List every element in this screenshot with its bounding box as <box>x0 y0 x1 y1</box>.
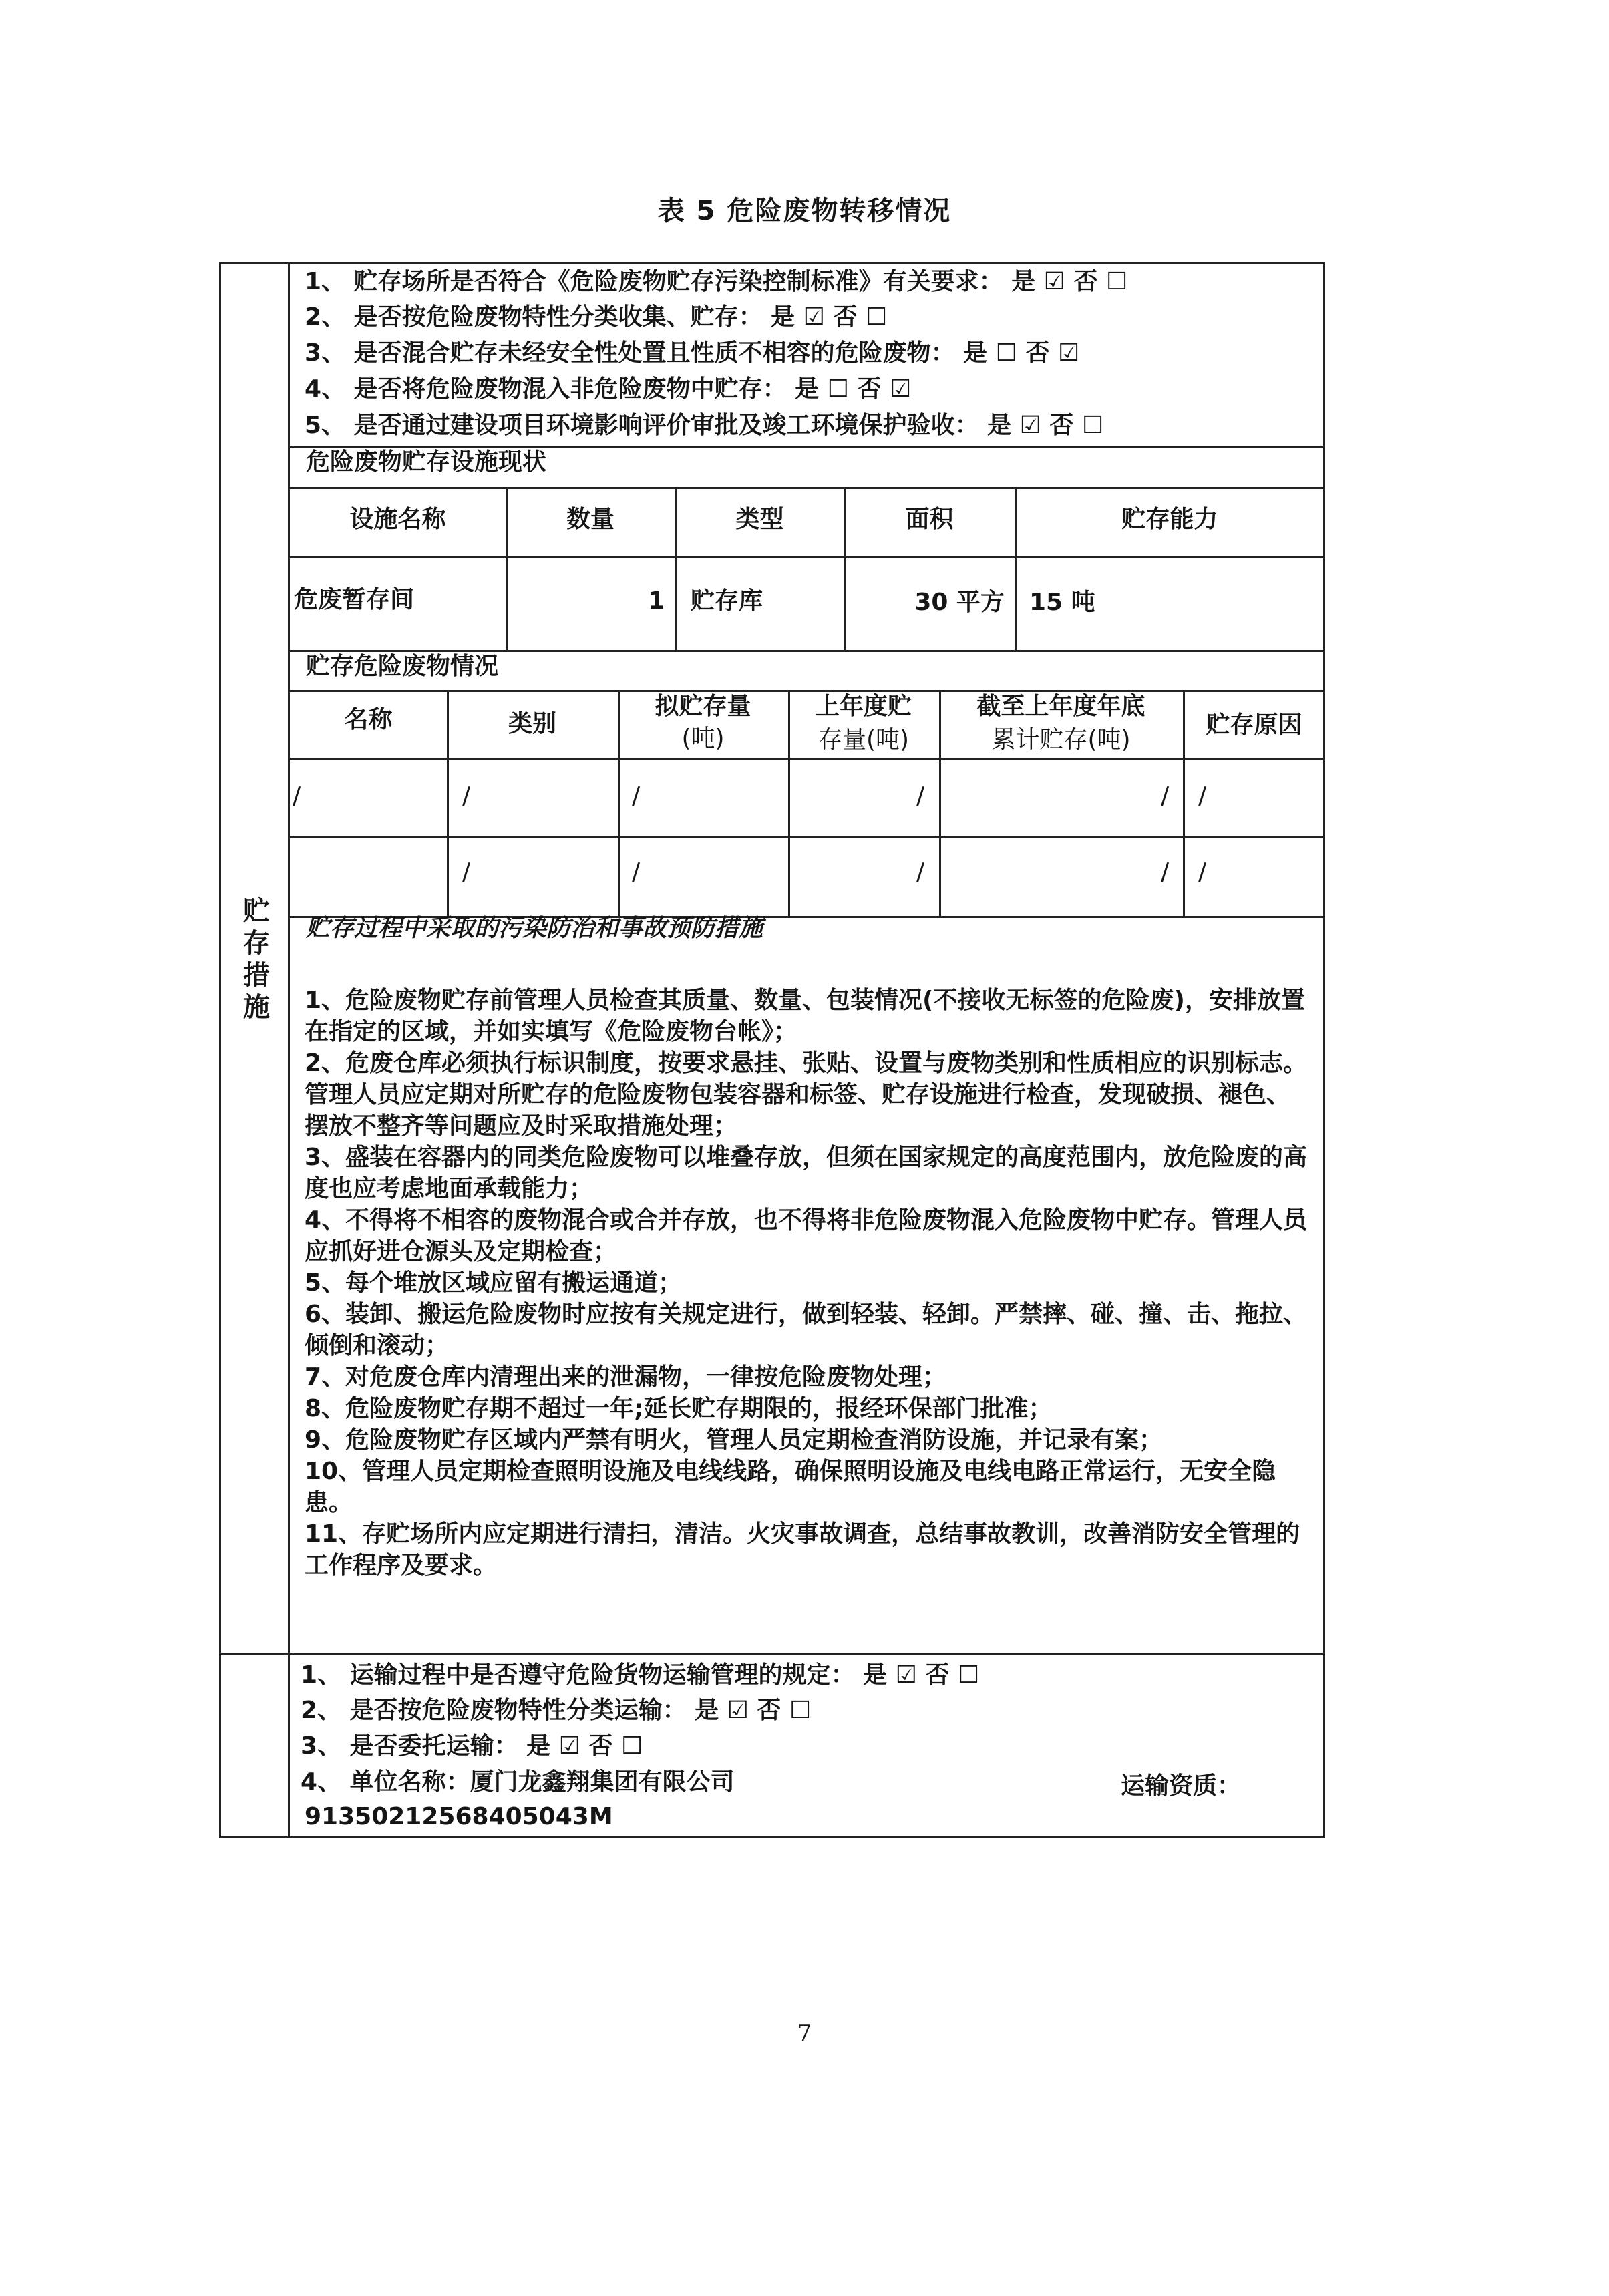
storage-check-4: 4、 是否将危险废物混入非危险废物中贮存： 是 ☐ 否 ☑ <box>305 375 912 403</box>
table-cell: / <box>462 782 471 810</box>
page-number: 7 <box>797 2020 812 2047</box>
table-cell: / <box>632 858 641 886</box>
table-cell: / <box>1161 782 1170 810</box>
table-cell: / <box>1198 782 1207 810</box>
divider <box>290 556 1325 558</box>
divider <box>939 690 941 916</box>
facility-header-area: 面积 <box>905 506 954 533</box>
measure-item: 5、每个堆放区域应留有搬运通道； <box>305 1269 683 1297</box>
stored-header-lastyear: 上年度贮 <box>815 693 912 720</box>
facility-header-name: 设施名称 <box>349 506 446 533</box>
stored-header-planned: 拟贮存量 <box>655 693 751 720</box>
facility-header-capacity: 贮存能力 <box>1121 506 1218 533</box>
checkbox-icon: ☑ <box>1058 339 1080 367</box>
stored-header-category: 类别 <box>508 710 556 737</box>
checkbox-icon: ☑ <box>803 303 825 331</box>
measure-item: 2、危废仓库必须执行标识制度，按要求悬挂、张贴、设置与废物类别和性质相应的识别标志。管理人员应定期对所贮存的危险废物包装容器和标签、贮存设施进行检查，发现破损、褪色、摆放不整齐等问题应及时采取措施处理； <box>305 1049 1308 1140</box>
measure-item: 4、不得将不相容的废物混合或合并存放，也不得将非危险废物混入危险废物中贮存。管理人员应抓好进仓源头及定期检查； <box>305 1206 1308 1265</box>
stored-header-cumulative: 截至上年度年底 <box>976 693 1145 720</box>
checkbox-icon: ☑ <box>890 375 912 403</box>
checkbox-icon: ☑ <box>558 1732 580 1760</box>
transport-code: 91350212568405043M <box>305 1803 613 1830</box>
table-cell: / <box>916 858 925 886</box>
storage-check-5: 5、 是否通过建设项目环境影响评价审批及竣工环境保护验收： 是 ☑ 否 ☐ <box>305 412 1104 439</box>
checkbox-icon: ☐ <box>789 1697 812 1724</box>
measure-item: 10、管理人员定期检查照明设施及电线线路，确保照明设施及电线电路正常运行，无安全隐患。 <box>305 1458 1276 1516</box>
side-column <box>219 262 290 1838</box>
document-title: 表 5 危险废物转移情况 <box>657 196 952 226</box>
divider <box>290 487 1325 489</box>
measure-item: 6、装卸、搬运危险废物时应按有关规定进行，做到轻装、轻卸。严禁摔、碰、撞、击、拖拉、倾倒和滚动； <box>305 1301 1308 1359</box>
measure-item: 11、存贮场所内应定期进行清扫，清洁。火灾事故调查，总结事故教训，改善消防安全管理的工作程序及要求。 <box>305 1520 1300 1579</box>
table-cell: / <box>293 782 301 810</box>
stored-header-planned-unit: (吨) <box>681 725 725 752</box>
facility-header-type: 类型 <box>735 506 784 533</box>
measure-item: 8、危险废物贮存期不超过一年;延长贮存期限的，报经环保部门批准； <box>305 1395 1053 1422</box>
checkbox-icon: ☐ <box>1106 268 1128 295</box>
stored-header-cumulative-2: 累计贮存(吨) <box>991 726 1131 754</box>
facility-capacity: 15 吨 <box>1029 589 1095 616</box>
checkbox-icon: ☐ <box>995 339 1017 367</box>
transport-check-2: 2、 是否按危险废物特性分类运输： 是 ☑ 否 ☐ <box>301 1697 812 1724</box>
checkbox-icon: ☐ <box>827 375 849 403</box>
checkbox-icon: ☑ <box>895 1661 917 1689</box>
measure-item: 3、盛装在容器内的同类危险废物可以堆叠存放，但须在国家规定的高度范围内，放危险废的高度也应考虑地面承载能力； <box>305 1144 1308 1202</box>
stored-header-name: 名称 <box>344 706 393 733</box>
transport-check-1: 1、 运输过程中是否遵守危险货物运输管理的规定： 是 ☑ 否 ☐ <box>301 1661 980 1689</box>
table-cell: / <box>1161 858 1170 886</box>
checkbox-icon: ☐ <box>866 303 888 331</box>
facility-name: 危废暂存间 <box>294 586 415 613</box>
checkbox-icon: ☐ <box>958 1661 980 1689</box>
storage-check-1: 1、 贮存场所是否符合《危险废物贮存污染控制标准》有关要求： 是 ☑ 否 ☐ <box>305 268 1128 295</box>
measures-list <box>305 985 1313 1581</box>
facility-count: 1 <box>647 587 665 615</box>
stored-section-title: 贮存危险废物情况 <box>306 653 499 680</box>
table-cell: / <box>916 782 925 810</box>
stored-header-reason: 贮存原因 <box>1206 711 1302 739</box>
storage-check-2: 2、 是否按危险废物特性分类收集、贮存： 是 ☑ 否 ☐ <box>305 303 888 331</box>
table-cell: / <box>1198 858 1207 886</box>
storage-check-3: 3、 是否混合贮存未经安全性处置且性质不相容的危险废物： 是 ☐ 否 ☑ <box>305 339 1080 367</box>
table-cell: / <box>462 858 471 886</box>
checkbox-icon: ☑ <box>1019 412 1041 439</box>
facility-area: 30 平方 <box>914 589 1005 616</box>
facility-header-count: 数量 <box>566 506 614 533</box>
measure-item: 1、危险废物贮存前管理人员检查其质量、数量、包装情况(不接收无标签的危险废)，安排放置在指定的区域，并如实填写《危险废物台帐》； <box>305 987 1305 1045</box>
transport-qualification: 运输资质： <box>1121 1772 1242 1800</box>
transport-check-3: 3、 是否委托运输： 是 ☑ 否 ☐ <box>301 1732 643 1760</box>
divider <box>290 758 1325 760</box>
measure-item: 7、对危废仓库内清理出来的泄漏物，一律按危险废物处理； <box>305 1363 947 1391</box>
table-cell: / <box>632 782 641 810</box>
divider <box>290 836 1325 838</box>
divider <box>788 690 790 916</box>
transport-unit: 4、 单位名称：厦门龙鑫翔集团有限公司 <box>301 1768 735 1796</box>
checkbox-icon: ☑ <box>1043 268 1065 295</box>
checkbox-icon: ☐ <box>1082 412 1104 439</box>
checkbox-icon: ☐ <box>621 1732 643 1760</box>
measure-item: 9、危险废物贮存区域内严禁有明火，管理人员定期检查消防设施，并记录有案； <box>305 1426 1164 1454</box>
side-label: 贮存措施 <box>243 896 270 1023</box>
measures-title: 贮存过程中采取的污染防治和事故预防措施 <box>306 915 763 942</box>
divider <box>219 1653 1325 1655</box>
checkbox-icon: ☑ <box>727 1697 749 1724</box>
facility-type: 贮存库 <box>691 587 763 615</box>
facility-section-title: 危险废物贮存设施现状 <box>306 448 547 476</box>
stored-header-lastyear-2: 存量(吨) <box>818 726 910 754</box>
